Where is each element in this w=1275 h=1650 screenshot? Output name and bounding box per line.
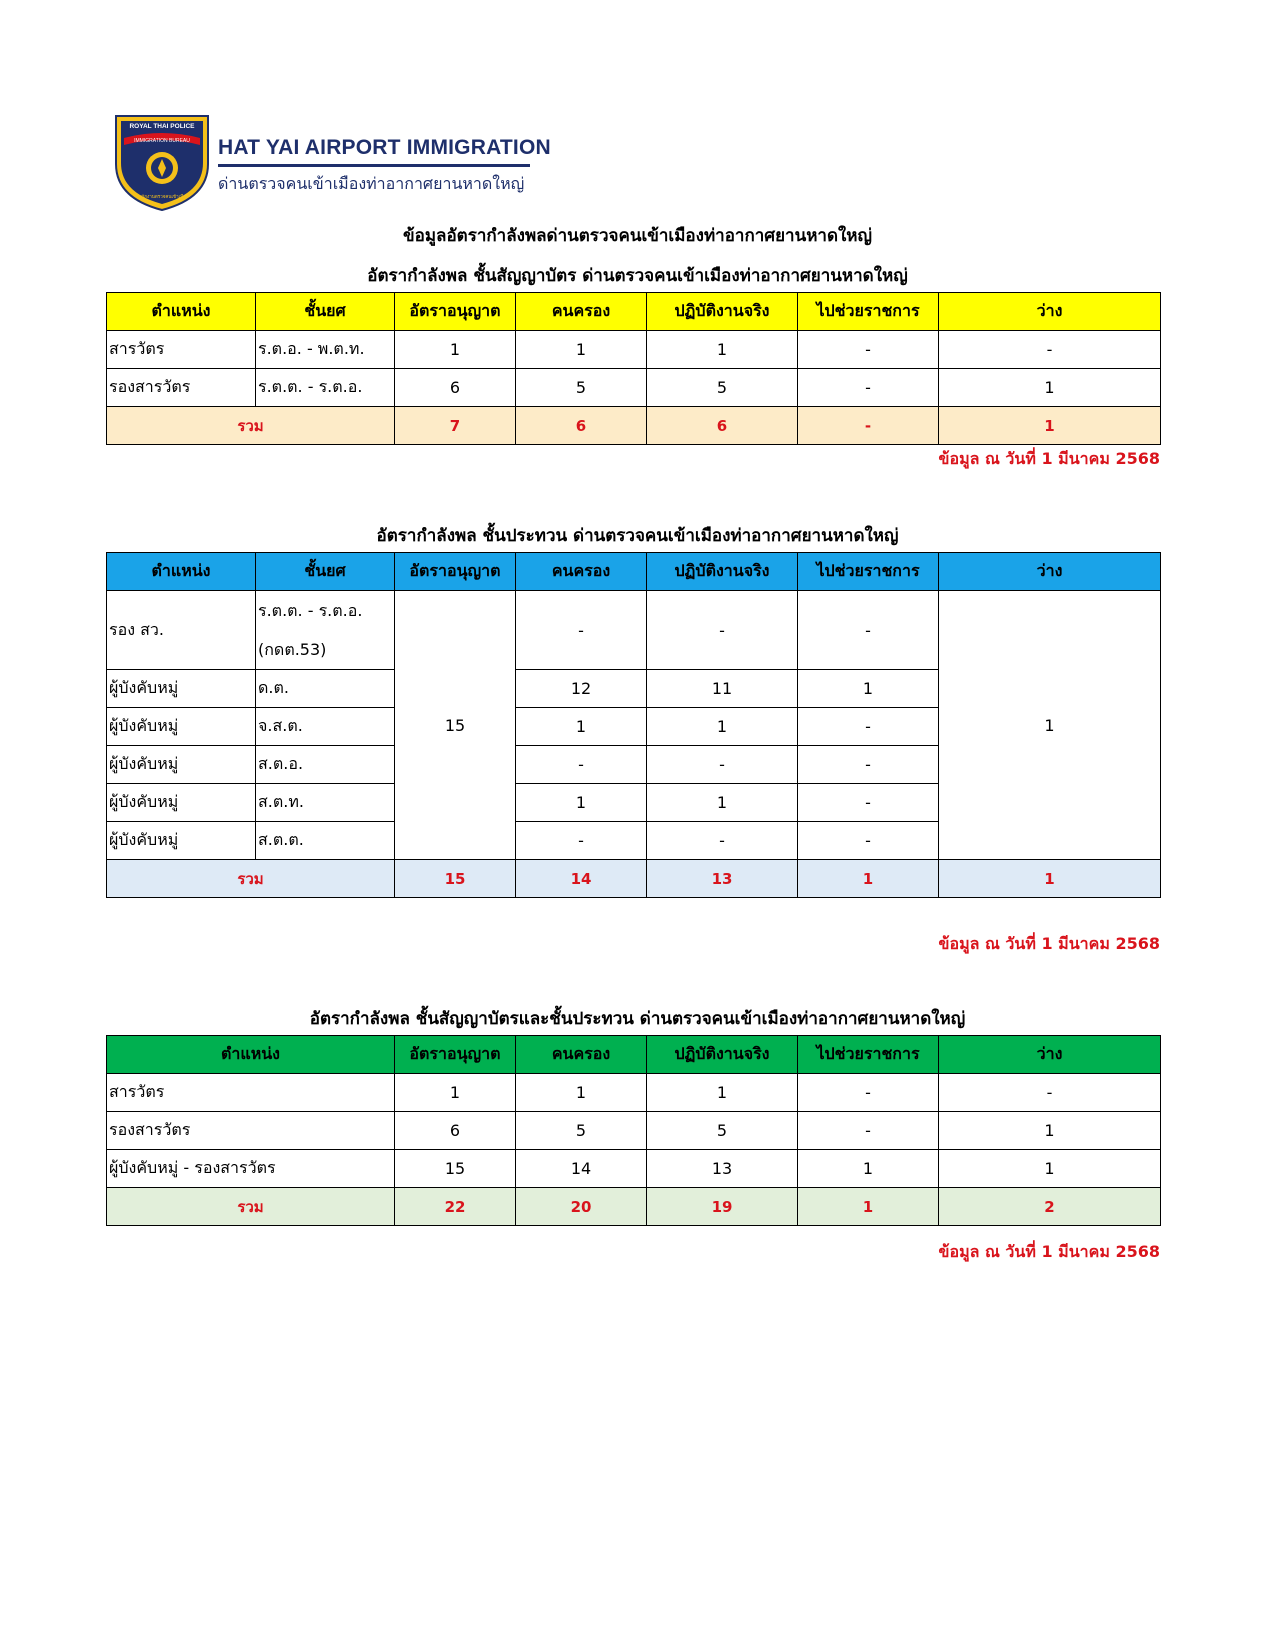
- brand-english-name: HAT YAI AIRPORT IMMIGRATION: [218, 136, 551, 159]
- cell-position: สารวัตร: [107, 331, 256, 369]
- col-header-seconded: ไปช่วยราชการ: [798, 293, 939, 331]
- cell-rank-line2: (กดต.53): [258, 640, 327, 659]
- cell-on-duty: 5: [647, 1112, 798, 1150]
- total-authorized: 7: [395, 407, 516, 445]
- col-header-position: ตำแหน่ง: [107, 1036, 395, 1074]
- cell-rank: ด.ต.: [256, 670, 395, 708]
- col-header-seconded: ไปช่วยราชการ: [798, 553, 939, 591]
- cell-on-duty: -: [647, 746, 798, 784]
- cell-vacant-merged: 1: [939, 591, 1161, 860]
- total-seconded: -: [798, 407, 939, 445]
- cell-position: ผู้บังคับหมู่: [107, 670, 256, 708]
- cell-position: รอง สว.: [107, 591, 256, 670]
- col-header-on-duty: ปฏิบัติงานจริง: [647, 553, 798, 591]
- brand-underline: [218, 164, 530, 167]
- cell-on-duty: 13: [647, 1150, 798, 1188]
- table-header-row: [107, 553, 1161, 591]
- cell-authorized: 1: [395, 331, 516, 369]
- cell-position: รองสารวัตร: [107, 369, 256, 407]
- col-header-vacant: ว่าง: [939, 293, 1161, 331]
- cell-seconded: -: [798, 591, 939, 670]
- col-header-occupied: คนครอง: [516, 293, 647, 331]
- cell-occupied: -: [516, 746, 647, 784]
- cell-on-duty: -: [647, 822, 798, 860]
- cell-seconded: -: [798, 1074, 939, 1112]
- cell-position: ผู้บังคับหมู่: [107, 822, 256, 860]
- cell-rank: ส.ต.ต.: [256, 822, 395, 860]
- total-authorized: 15: [395, 860, 516, 898]
- cell-on-duty: -: [647, 591, 798, 670]
- total-seconded: 1: [798, 1188, 939, 1226]
- col-header-position: ตำแหน่ง: [107, 553, 256, 591]
- table-row: [107, 1074, 1161, 1112]
- cell-seconded: 1: [798, 670, 939, 708]
- combined-table-title: อัตรากำลังพล ชั้นสัญญาบัตรและชั้นประทวน ด่านตรวจคนเข้าเมืองท่าอากาศยานหาดใหญ่: [309, 1009, 966, 1029]
- svg-text:ROYAL THAI POLICE: ROYAL THAI POLICE: [129, 123, 195, 130]
- cell-seconded: -: [798, 1112, 939, 1150]
- cell-rank: ส.ต.ท.: [256, 784, 395, 822]
- cell-vacant: 1: [939, 1150, 1161, 1188]
- commissioned-table-title: อัตรากำลังพล ชั้นสัญญาบัตร ด่านตรวจคนเข้าเมืองท่าอากาศยานหาดใหญ่: [367, 266, 908, 286]
- total-label: รวม: [107, 407, 395, 445]
- col-header-on-duty: ปฏิบัติงานจริง: [647, 1036, 798, 1074]
- total-vacant: 2: [939, 1188, 1161, 1226]
- svg-text:สำนักงานตรวจคนเข้าเมือง: สำนักงานตรวจคนเข้าเมือง: [135, 195, 189, 200]
- total-on-duty: 13: [647, 860, 798, 898]
- combined-table: [106, 1035, 1161, 1226]
- cell-occupied: -: [516, 591, 647, 670]
- total-row: [107, 407, 1161, 445]
- cell-seconded: -: [798, 369, 939, 407]
- table-header-row: [107, 1036, 1161, 1074]
- cell-vacant: 1: [939, 369, 1161, 407]
- total-occupied: 14: [516, 860, 647, 898]
- cell-rank-line1: ร.ต.ต. - ร.ต.อ.: [258, 601, 363, 620]
- cell-on-duty: 1: [647, 331, 798, 369]
- cell-on-duty: 1: [647, 1074, 798, 1112]
- col-header-on-duty: ปฏิบัติงานจริง: [647, 293, 798, 331]
- total-occupied: 20: [516, 1188, 647, 1226]
- noncommissioned-table: [106, 552, 1161, 898]
- cell-seconded: 1: [798, 1150, 939, 1188]
- cell-occupied: -: [516, 822, 647, 860]
- data-date-note: ข้อมูล ณ วันที่ 1 มีนาคม 2568: [938, 934, 1160, 953]
- cell-on-duty: 1: [647, 784, 798, 822]
- royal-thai-police-badge-icon: [112, 112, 212, 212]
- cell-authorized-merged: 15: [395, 591, 516, 860]
- cell-rank: จ.ส.ต.: [256, 708, 395, 746]
- cell-position: ผู้บังคับหมู่: [107, 784, 256, 822]
- cell-rank: ร.ต.ต. - ร.ต.อ.: [256, 369, 395, 407]
- cell-occupied: 1: [516, 1074, 647, 1112]
- total-on-duty: 19: [647, 1188, 798, 1226]
- col-header-authorized: อัตราอนุญาต: [395, 293, 516, 331]
- cell-occupied: 5: [516, 1112, 647, 1150]
- header-logo-block: [112, 112, 551, 212]
- col-header-rank: ชั้นยศ: [256, 293, 395, 331]
- cell-on-duty: 1: [647, 708, 798, 746]
- cell-authorized: 15: [395, 1150, 516, 1188]
- col-header-authorized: อัตราอนุญาต: [395, 1036, 516, 1074]
- cell-rank: ส.ต.อ.: [256, 746, 395, 784]
- cell-position: ผู้บังคับหมู่: [107, 708, 256, 746]
- cell-occupied: 1: [516, 784, 647, 822]
- col-header-occupied: คนครอง: [516, 1036, 647, 1074]
- cell-seconded: -: [798, 708, 939, 746]
- cell-seconded: -: [798, 331, 939, 369]
- cell-vacant: 1: [939, 1112, 1161, 1150]
- table-row: [107, 1150, 1161, 1188]
- cell-authorized: 6: [395, 369, 516, 407]
- cell-rank: ร.ต.อ. - พ.ต.ท.: [256, 331, 395, 369]
- cell-rank: [256, 591, 395, 670]
- cell-on-duty: 5: [647, 369, 798, 407]
- svg-text:IMMIGRATION BUREAU: IMMIGRATION BUREAU: [134, 138, 190, 144]
- cell-position: สารวัตร: [107, 1074, 395, 1112]
- col-header-authorized: อัตราอนุญาต: [395, 553, 516, 591]
- cell-seconded: -: [798, 822, 939, 860]
- cell-vacant: -: [939, 331, 1161, 369]
- table-row: [107, 591, 1161, 670]
- total-on-duty: 6: [647, 407, 798, 445]
- table-row: [107, 369, 1161, 407]
- col-header-vacant: ว่าง: [939, 553, 1161, 591]
- cell-authorized: 6: [395, 1112, 516, 1150]
- col-header-occupied: คนครอง: [516, 553, 647, 591]
- data-date-note: ข้อมูล ณ วันที่ 1 มีนาคม 2568: [938, 449, 1160, 468]
- cell-occupied: 5: [516, 369, 647, 407]
- cell-position: รองสารวัตร: [107, 1112, 395, 1150]
- cell-seconded: -: [798, 784, 939, 822]
- total-row: [107, 860, 1161, 898]
- cell-on-duty: 11: [647, 670, 798, 708]
- total-authorized: 22: [395, 1188, 516, 1226]
- total-seconded: 1: [798, 860, 939, 898]
- table-header-row: [107, 293, 1161, 331]
- table-row: [107, 331, 1161, 369]
- table-row: [107, 1112, 1161, 1150]
- total-label: รวม: [107, 1188, 395, 1226]
- cell-seconded: -: [798, 746, 939, 784]
- main-title: ข้อมูลอัตรากำลังพลด่านตรวจคนเข้าเมืองท่าอากาศยานหาดใหญ่: [403, 226, 872, 246]
- total-vacant: 1: [939, 860, 1161, 898]
- commissioned-table: [106, 292, 1161, 445]
- brand-thai-name: ด่านตรวจคนเข้าเมืองท่าอากาศยานหาดใหญ่: [218, 174, 525, 193]
- data-date-note: ข้อมูล ณ วันที่ 1 มีนาคม 2568: [938, 1242, 1160, 1261]
- col-header-seconded: ไปช่วยราชการ: [798, 1036, 939, 1074]
- cell-position: ผู้บังคับหมู่: [107, 746, 256, 784]
- noncommissioned-table-title: อัตรากำลังพล ชั้นประทวน ด่านตรวจคนเข้าเมืองท่าอากาศยานหาดใหญ่: [376, 526, 899, 546]
- col-header-vacant: ว่าง: [939, 1036, 1161, 1074]
- total-row: [107, 1188, 1161, 1226]
- cell-position: ผู้บังคับหมู่ - รองสารวัตร: [107, 1150, 395, 1188]
- total-vacant: 1: [939, 407, 1161, 445]
- cell-occupied: 1: [516, 708, 647, 746]
- cell-vacant: -: [939, 1074, 1161, 1112]
- col-header-rank: ชั้นยศ: [256, 553, 395, 591]
- cell-occupied: 14: [516, 1150, 647, 1188]
- cell-occupied: 12: [516, 670, 647, 708]
- cell-occupied: 1: [516, 331, 647, 369]
- cell-authorized: 1: [395, 1074, 516, 1112]
- total-occupied: 6: [516, 407, 647, 445]
- col-header-position: ตำแหน่ง: [107, 293, 256, 331]
- total-label: รวม: [107, 860, 395, 898]
